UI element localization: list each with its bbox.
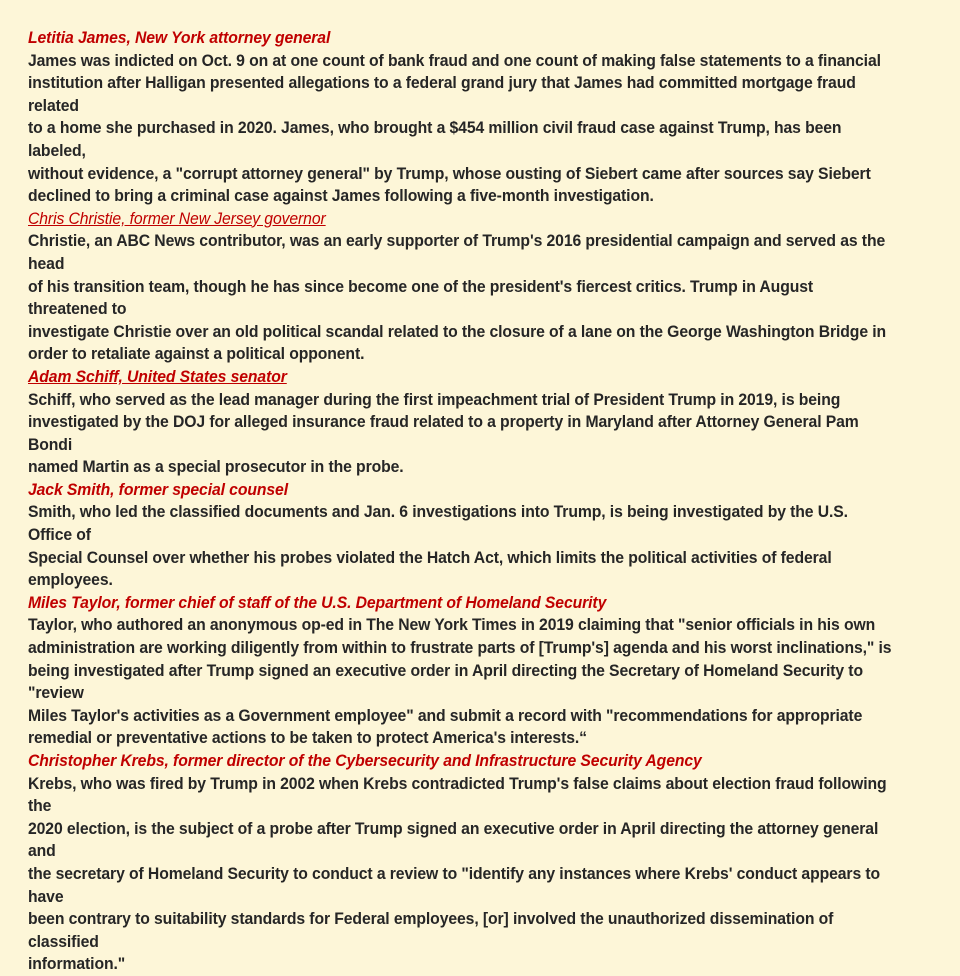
text-line: Krebs, who was fired by Trump in 2002 when Krebs contradicted Trump's false claims about election fraud following the	[28, 774, 887, 816]
text-line: the secretary of Homeland Security to conduct a review to "identify any instances where Krebs' conduct appears to have	[28, 864, 881, 906]
paragraph-jack-smith	[28, 501, 896, 591]
text-line: remedial or preventative actions to be taken to protect America's interests.“	[28, 729, 587, 748]
text-line: declined to bring a criminal case against James following a five-month investigation.	[28, 187, 654, 206]
text-line: order to retaliate against a political opponent.	[28, 345, 365, 364]
slide-content	[28, 27, 896, 976]
heading-chris-christie: Chris Christie, former New Jersey governor	[28, 209, 326, 228]
text-line: Smith, who led the classified documents and Jan. 6 investigations into Trump, is being investigated by the U.S. Office of	[28, 503, 848, 545]
text-line: without evidence, a "corrupt attorney general" by Trump, whose ousting of Siebert came after sources say Siebert	[28, 164, 871, 183]
text-line: information."	[28, 955, 126, 974]
text-line: James was indicted on Oct. 9 on at one count of bank fraud and one count of making false statements to a financial	[28, 51, 881, 70]
text-line: institution after Halligan presented allegations to a federal grand jury that James had committed mortgage fraud related	[28, 74, 856, 115]
paragraph-letitia-james	[28, 50, 896, 208]
text-line: investigate Christie over an old political scandal related to the closure of a lane on the George Washington Bridge in	[28, 322, 887, 341]
text-line: Miles Taylor's activities as a Government employee" and submit a record with "recommendations for appropriate	[28, 706, 863, 725]
text-line: investigated by the DOJ for alleged insurance fraud related to a property in Maryland after Attorney General Pam Bondi	[28, 413, 859, 454]
heading-jack-smith: Jack Smith, former special counsel	[28, 480, 288, 499]
heading-christopher-krebs: Christopher Krebs, former director of the Cybersecurity and Infrastructure Security Agency	[28, 752, 702, 770]
paragraph-christopher-krebs	[28, 773, 896, 976]
text-line: been contrary to suitability standards for Federal employees, [or] involved the unauthorized dissemination of classified	[28, 910, 834, 951]
heading-adam-schiff: Adam Schiff, United States senator	[28, 367, 287, 386]
text-line: Christie, an ABC News contributor, was an early supporter of Trump's 2016 presidential campaign and served as the head	[28, 232, 886, 273]
text-line: administration are working diligently from within to frustrate parts of [Trump's] agenda and his worst inclinations," is	[28, 639, 892, 658]
text-line: named Martin as a special prosecutor in the probe.	[28, 458, 404, 477]
text-line: Schiff, who served as the lead manager during the first impeachment trial of President Trump in 2019, is being	[28, 390, 841, 409]
heading-miles-taylor: Miles Taylor, former chief of staff of the U.S. Department of Homeland Security	[28, 593, 607, 612]
heading-letitia-james: Letitia James, New York attorney general	[28, 29, 331, 47]
text-line: Taylor, who authored an anonymous op-ed in The New York Times in 2019 claiming that "senior officials in his own	[28, 616, 876, 635]
text-line: 2020 election, is the subject of a probe after Trump signed an executive order in April directing the attorney general and	[28, 819, 879, 861]
text-line: being investigated after Trump signed an executive order in April directing the Secretary of Homeland Security to "review	[28, 661, 863, 703]
text-line: to a home she purchased in 2020. James, who brought a $454 million civil fraud case against Trump, has been labeled,	[28, 119, 842, 160]
paragraph-adam-schiff	[28, 389, 896, 479]
paragraph-miles-taylor	[28, 614, 896, 750]
paragraph-chris-christie	[28, 230, 896, 366]
text-line: Special Counsel over whether his probes violated the Hatch Act, which limits the political activities of federal employees.	[28, 548, 832, 590]
text-line: of his transition team, though he has since become one of the president's fiercest critics. Trump in August threatened to	[28, 277, 814, 319]
